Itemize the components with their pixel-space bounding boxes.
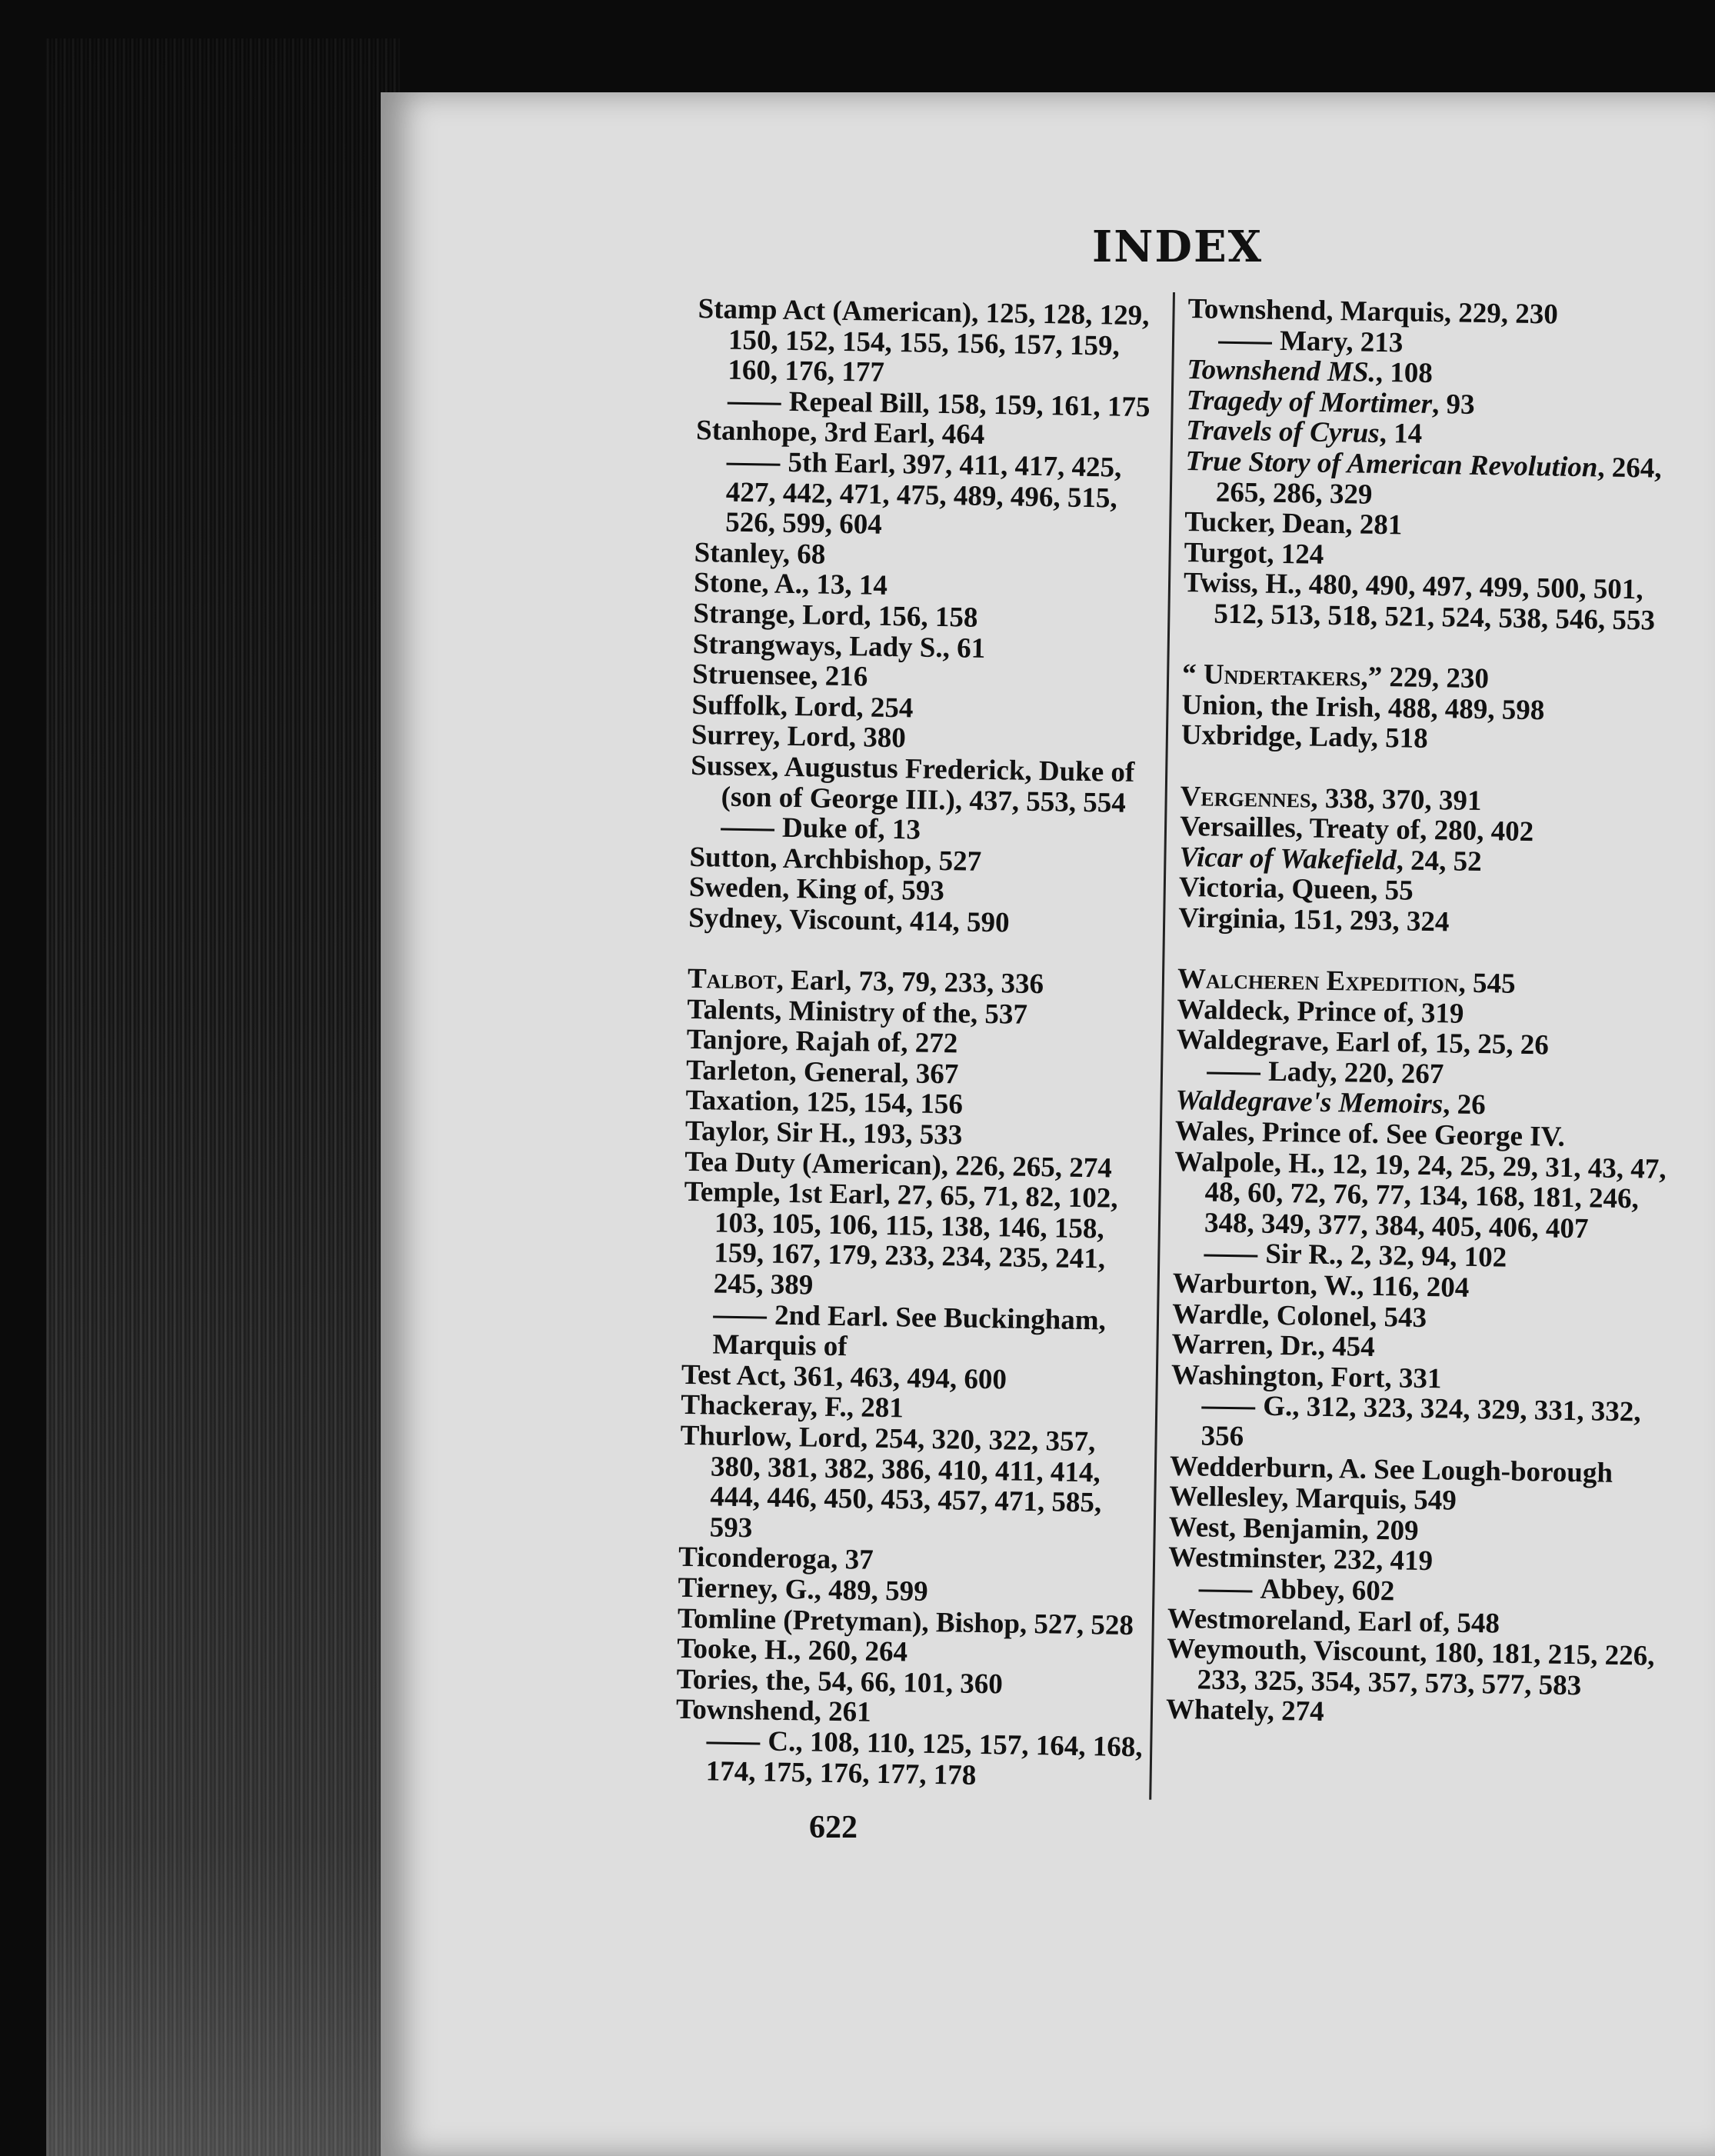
page-number: 622 — [809, 1810, 858, 1845]
entry-text: Westminster, 232, 419 — [1167, 1541, 1434, 1578]
entry-text: Victoria, Queen, 55 — [1178, 871, 1414, 907]
index-entry — [690, 751, 1161, 819]
entry-heading: Tragedy of Mortimer — [1186, 384, 1433, 420]
entry-text: Sir R., 2, 32, 94, 102 — [1265, 1238, 1507, 1275]
entry-pages: , 26 — [1442, 1088, 1487, 1121]
index-entry — [679, 1421, 1151, 1550]
index-subentry — [694, 446, 1167, 545]
entry-text: Ticonderoga, 37 — [678, 1541, 874, 1577]
entry-pages: , Earl, 73, 79, 233, 336 — [776, 964, 1044, 1001]
entry-text: Virginia, 151, 293, 324 — [1177, 901, 1450, 938]
ditto-dash — [713, 1315, 767, 1318]
entry-text: Taxation, 125, 154, 156 — [685, 1085, 964, 1121]
entry-text: Stamp Act (American), 125, 128, 129, 150, 152, 154, 155, 156, 157, 159, 160, 176, 177 — [698, 293, 1150, 388]
entry-text: Sutton, Archbishop, 527 — [689, 841, 982, 878]
entry-pages: , 14 — [1379, 418, 1423, 451]
entry-heading: Talbot — [687, 962, 778, 996]
entry-text: Waldegrave, Earl of, 15, 25, 26 — [1176, 1024, 1550, 1061]
entry-text: Wales, Prince of. See George IV. — [1174, 1115, 1566, 1153]
entry-heading: Townshend MS. — [1187, 354, 1377, 389]
ditto-dash — [721, 828, 774, 831]
entry-pages: , 108 — [1375, 357, 1434, 390]
entry-pages: , 338, 370, 391 — [1310, 782, 1482, 817]
entry-text: Tories, the, 54, 66, 101, 360 — [676, 1663, 1004, 1701]
ditto-dash — [1204, 1255, 1257, 1258]
index-entry — [1166, 1634, 1659, 1702]
entry-text: Sussex, Augustus Frederick, Duke of (son of George III.), 437, 553, 554 — [691, 749, 1135, 819]
entry-text: Thackeray, F., 281 — [680, 1389, 904, 1425]
entry-heading: Vergennes — [1180, 780, 1311, 815]
entry-text: 5th Earl, 397, 411, 417, 425, 427, 442, 471, 475, 489, 496, 515, 526, 599, 604 — [725, 446, 1122, 541]
entry-text: Stanley, 68 — [694, 536, 826, 571]
entry-text: Weymouth, Viscount, 180, 181, 215, 226, 233, 325, 354, 357, 573, 577, 583 — [1167, 1632, 1655, 1701]
entry-text: Versailles, Treaty of, 280, 402 — [1179, 811, 1534, 848]
entry-text: Temple, 1st Earl, 27, 65, 71, 82, 102, 103, 105, 106, 115, 138, 146, 158, 159, 167, 179, 233, 234, 235, 241, 245, 389 — [684, 1176, 1118, 1301]
entry-text: Stanhope, 3rd Earl, 464 — [695, 415, 985, 452]
entry-text: Tanjore, Rajah of, 272 — [686, 1024, 958, 1060]
entry-heading: Vicar of Wakefield — [1179, 841, 1397, 877]
entry-text: Strange, Lord, 156, 158 — [693, 597, 978, 634]
entry-text: Stone, A., 13, 14 — [693, 567, 888, 602]
entry-pages: , 545 — [1458, 967, 1516, 1000]
entry-text: Mary, 213 — [1279, 325, 1404, 358]
entry-text: Tooke, H., 260, 264 — [677, 1632, 908, 1668]
entry-heading: “ Undertakers,” — [1181, 658, 1383, 694]
entry-text: 2nd Earl. See Buckingham, Marquis of — [712, 1299, 1107, 1363]
index-subentry — [675, 1725, 1147, 1794]
ditto-dash — [1207, 1071, 1260, 1075]
index-subentry — [681, 1298, 1153, 1367]
entry-pages: , 93 — [1431, 388, 1475, 421]
entry-text: Turgot, 124 — [1184, 536, 1324, 571]
entry-text: Duke of, 13 — [781, 811, 921, 846]
entry-text: Union, the Irish, 488, 489, 598 — [1181, 688, 1545, 727]
index-subentry — [1170, 1390, 1663, 1458]
entry-pages: 229, 230 — [1381, 661, 1490, 695]
entry-text: Sweden, King of, 593 — [688, 871, 945, 908]
entry-text: Wellesley, Marquis, 549 — [1169, 1480, 1457, 1517]
entry-pages: , 24, 52 — [1396, 845, 1483, 878]
entry-text: Twiss, H., 480, 490, 497, 499, 500, 501, 512, 513, 518, 521, 524, 538, 546, 553 — [1183, 567, 1656, 637]
index-column-left — [675, 294, 1169, 1793]
entry-text: Wedderburn, A. See Lough-borough — [1169, 1450, 1613, 1489]
index-entry — [697, 294, 1169, 392]
entry-text: Lady, 220, 267 — [1267, 1055, 1444, 1091]
ditto-dash — [1218, 341, 1272, 344]
entry-heading: Walcheren Expedition — [1177, 962, 1459, 999]
entry-text: Abbey, 602 — [1260, 1573, 1395, 1608]
ditto-dash — [1201, 1407, 1255, 1410]
entry-text: Taylor, Sir H., 193, 533 — [684, 1115, 963, 1151]
entry-text: Walpole, H., 12, 19, 24, 25, 29, 31, 43, 47, 48, 60, 72, 76, 77, 134, 168, 181, 246, 348, 349, 377, 384, 405, 406, 407 — [1174, 1145, 1667, 1245]
entry-text: Tea Duty (American), 226, 265, 274 — [684, 1145, 1113, 1185]
entry-text: Westmoreland, Earl of, 548 — [1167, 1602, 1500, 1640]
entry-heading: True Story of American Revolution — [1185, 445, 1598, 484]
entry-heading: Travels of Cyrus — [1185, 415, 1380, 450]
entry-text: Washington, Fort, 331 — [1171, 1358, 1442, 1395]
entry-text: Repeal Bill, 158, 159, 161, 175 — [788, 385, 1151, 424]
entry-text: Townshend, 261 — [675, 1694, 872, 1729]
entry-text: Tomline (Pretyman), Bishop, 527, 528 — [677, 1602, 1134, 1641]
entry-text: Warburton, W., 116, 204 — [1172, 1267, 1470, 1304]
entry-text: Suffolk, Lord, 254 — [691, 688, 914, 725]
entry-text: West, Benjamin, 209 — [1168, 1511, 1419, 1547]
ditto-dash — [727, 463, 781, 466]
page-title: INDEX — [1092, 222, 1264, 272]
ditto-dash — [1198, 1589, 1252, 1592]
entry-text: Wardle, Colonel, 543 — [1171, 1298, 1427, 1334]
entry-text: G., 312, 323, 324, 329, 331, 332, 356 — [1200, 1391, 1641, 1453]
entry-text: Townshend, Marquis, 229, 230 — [1187, 293, 1559, 331]
index-entry — [1185, 446, 1678, 515]
entry-text: Tierney, G., 489, 599 — [678, 1571, 928, 1608]
entry-text: Test Act, 361, 463, 494, 600 — [681, 1358, 1007, 1396]
entry-text: Talents, Ministry of the, 537 — [687, 993, 1028, 1031]
entry-text: Strangways, Lady S., 61 — [692, 628, 986, 665]
index-entry — [682, 1177, 1154, 1306]
entry-text: Surrey, Lord, 380 — [691, 719, 907, 755]
entry-text: Tarleton, General, 367 — [685, 1054, 959, 1091]
entry-heading: Waldegrave's Memoirs — [1175, 1085, 1444, 1121]
entry-text: Whately, 274 — [1165, 1694, 1324, 1728]
index-entry — [1174, 1146, 1667, 1245]
entry-text: Struensee, 216 — [691, 658, 868, 693]
entry-text: Waldeck, Prince of, 319 — [1177, 993, 1464, 1030]
entry-pages: , 264, 265, 286, 329 — [1215, 452, 1662, 511]
entry-text: C., 108, 110, 125, 157, 164, 168, 174, 175, 176, 177, 178 — [705, 1725, 1143, 1791]
index-entry — [1183, 568, 1676, 636]
entry-text: Uxbridge, Lady, 518 — [1181, 719, 1428, 755]
entry-text: Tucker, Dean, 281 — [1184, 506, 1403, 541]
entry-text: Sydney, Viscount, 414, 590 — [688, 901, 1010, 939]
index-column-right — [1166, 294, 1680, 1733]
entry-text: Thurlow, Lord, 254, 320, 322, 357, 380, 381, 382, 386, 410, 411, 414, 444, 446, 450, 453, 457, 471, 585, 593 — [680, 1419, 1102, 1545]
ditto-dash — [728, 402, 781, 405]
ditto-dash — [706, 1741, 760, 1744]
book-edge-shading — [46, 38, 400, 2156]
entry-text: Warren, Dr., 454 — [1171, 1328, 1375, 1364]
